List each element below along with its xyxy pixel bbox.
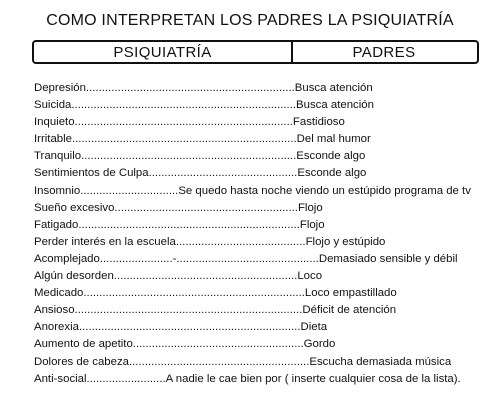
list-item: Irritable.......................................................................Del mal humor xyxy=(34,133,371,146)
list-item: Perder interés en la escuela.........................................Flojo y estúpido xyxy=(34,235,386,248)
list-item: Inquieto.....................................................................Fastidioso xyxy=(34,116,345,129)
list-item: Suicida.......................................................................Busca atención xyxy=(34,99,374,112)
list-item: Anti-social.........................A nadie le cae bien por ( inserte cualquier cosa de la lista). xyxy=(34,372,461,385)
list-item: Acomplejado.......................-.............................................Demasiado sensible y débil xyxy=(34,252,458,265)
list-item: Medicado......................................................................Loco empastillado xyxy=(34,287,397,300)
list-item: Anorexia......................................................................Dieta xyxy=(34,321,328,334)
page-title: COMO INTERPRETAN LOS PADRES LA PSIQUIATRÍA xyxy=(46,12,454,29)
list-item: Aumento de apetito......................................................Gordo xyxy=(34,338,336,351)
interpretation-list xyxy=(34,80,471,388)
list-item: Dolores de cabeza.........................................................Escucha demasiada música xyxy=(34,355,452,368)
list-item: Ansioso........................................................................Déficit de atención xyxy=(34,304,397,317)
list-item: Depresión..................................................................Busca atención xyxy=(34,82,373,94)
list-item: Sueño excesivo..........................................................Flojo xyxy=(34,201,323,214)
list-item: Sentimientos de Culpa...............................................Esconde algo xyxy=(34,167,367,180)
column-divider xyxy=(291,42,293,62)
list-item: Algún desorden..........................................................Loco xyxy=(34,270,323,283)
list-item: Tranquilo....................................................................Esconde algo xyxy=(34,150,366,163)
list-item: Fatigado......................................................................Flojo xyxy=(34,218,325,231)
column-header-psiquiatria: PSIQUIATRÍA xyxy=(113,43,212,61)
list-item: Insomnio...............................Se quedo hasta noche viendo un estúpido programa de tv xyxy=(34,184,471,197)
column-header-padres: PADRES xyxy=(352,43,416,61)
column-header-box xyxy=(32,40,479,64)
